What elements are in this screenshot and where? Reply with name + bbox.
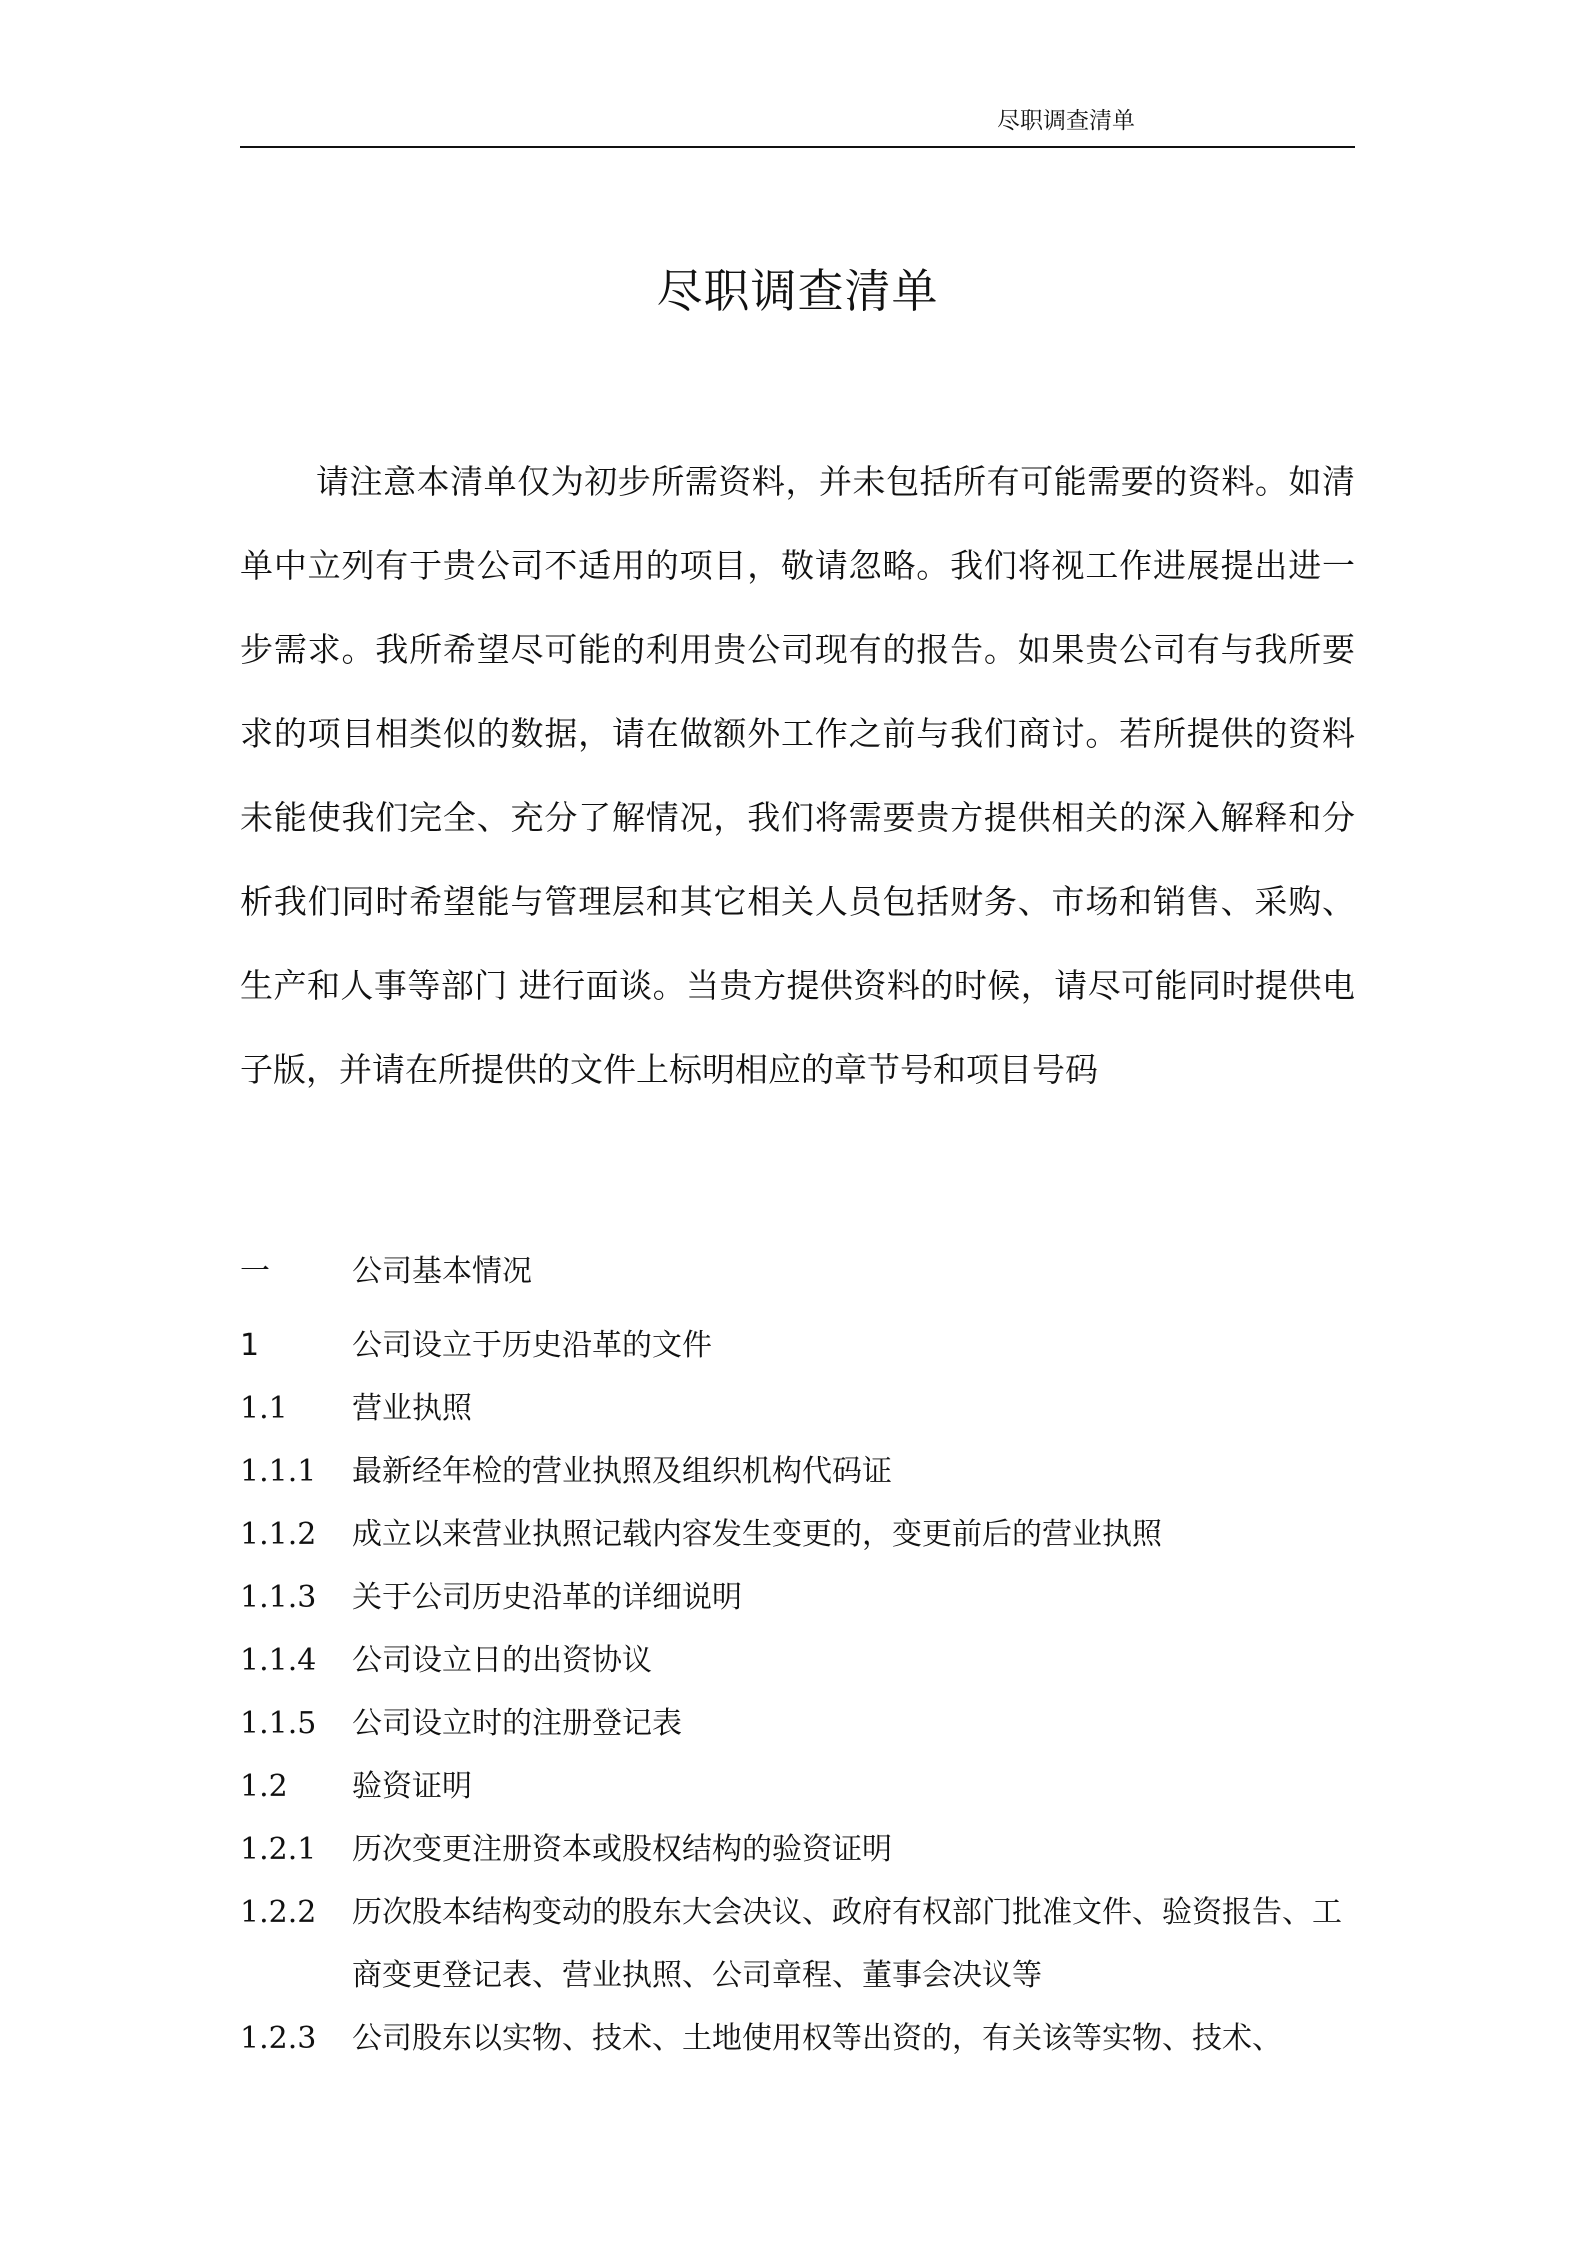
- item-text: 成立以来营业执照记载内容发生变更的，变更前后的营业执照: [352, 1517, 1162, 1552]
- item-text: 公司设立于历史沿革的文件: [352, 1328, 712, 1363]
- list-item: [240, 1818, 1355, 1881]
- item-text: 公司设立时的注册登记表: [352, 1706, 682, 1741]
- item-number: 1.2.3: [240, 2021, 317, 2056]
- document-title: 尽职调查清单: [656, 264, 939, 318]
- item-number: 1.2.1: [240, 1832, 317, 1867]
- item-number: 1.2: [240, 1769, 288, 1804]
- header-rule: [240, 146, 1355, 148]
- checklist: [240, 1314, 1355, 2070]
- item-text: 关于公司历史沿革的详细说明: [352, 1580, 742, 1615]
- item-text: 公司设立日的出资协议: [352, 1643, 652, 1678]
- item-number: 1.1.2: [240, 1517, 317, 1552]
- item-number: 1.1.1: [240, 1454, 317, 1489]
- list-item: [240, 1503, 1355, 1566]
- item-text: 验资证明: [352, 1769, 472, 1804]
- item-number: 1.2.2: [240, 1895, 317, 1930]
- list-item: [240, 1692, 1355, 1755]
- item-text: 最新经年检的营业执照及组织机构代码证: [352, 1454, 892, 1489]
- section-title: 公司基本情况: [352, 1254, 532, 1289]
- list-item: [240, 1314, 1355, 1377]
- intro-paragraph: 请注意本清单仅为初步所需资料，并未包括所有可能需要的资料。如清单中立列有于贵公司不适用的项目，敬请忽略。我们将视工作进展提出进一步需求。我所希望尽可能的利用贵公司现有的报告。如果贵公司有与我所要求的项目相类似的数据，请在做额外工作之前与我们商讨。若所提供的资料未能使我们完全、充分了解情况，我们将需要贵方提供相关的深入解释和分析我们同时希望能与管理层和其它相关人员包括财务、市场和销售、采购、生产和人事等部门 进行面谈。当贵方提供资料的时候，请尽可能同时提供电子版，并请在所提供的文件上标明相应的章节号和项目号码: [240, 462, 1355, 1089]
- item-number: 1.1.4: [240, 1643, 317, 1678]
- item-text: 公司股东以实物、技术、土地使用权等出资的，有关该等实物、技术、: [352, 2021, 1282, 2056]
- list-item: [240, 1377, 1355, 1440]
- item-number: 1.1.5: [240, 1706, 317, 1741]
- item-number: 1: [240, 1328, 260, 1363]
- item-number: 1.1: [240, 1391, 288, 1426]
- item-number: 1.1.3: [240, 1580, 317, 1615]
- list-item: [240, 1440, 1355, 1503]
- item-text: 营业执照: [352, 1391, 472, 1426]
- list-item: [240, 2007, 1355, 2070]
- list-item: [240, 1566, 1355, 1629]
- running-header: 尽职调查清单: [997, 108, 1135, 134]
- item-text: 历次变更注册资本或股权结构的验资证明: [352, 1832, 892, 1867]
- item-text: 历次股本结构变动的股东大会决议、政府有权部门批准文件、验资报告、工商变更登记表、营业执照、公司章程、董事会决议等: [352, 1895, 1342, 1993]
- section-number: 一: [240, 1254, 270, 1289]
- list-item: [240, 1881, 1355, 2007]
- section-heading: [240, 1252, 1355, 1292]
- list-item: [240, 1755, 1355, 1818]
- list-item: [240, 1629, 1355, 1692]
